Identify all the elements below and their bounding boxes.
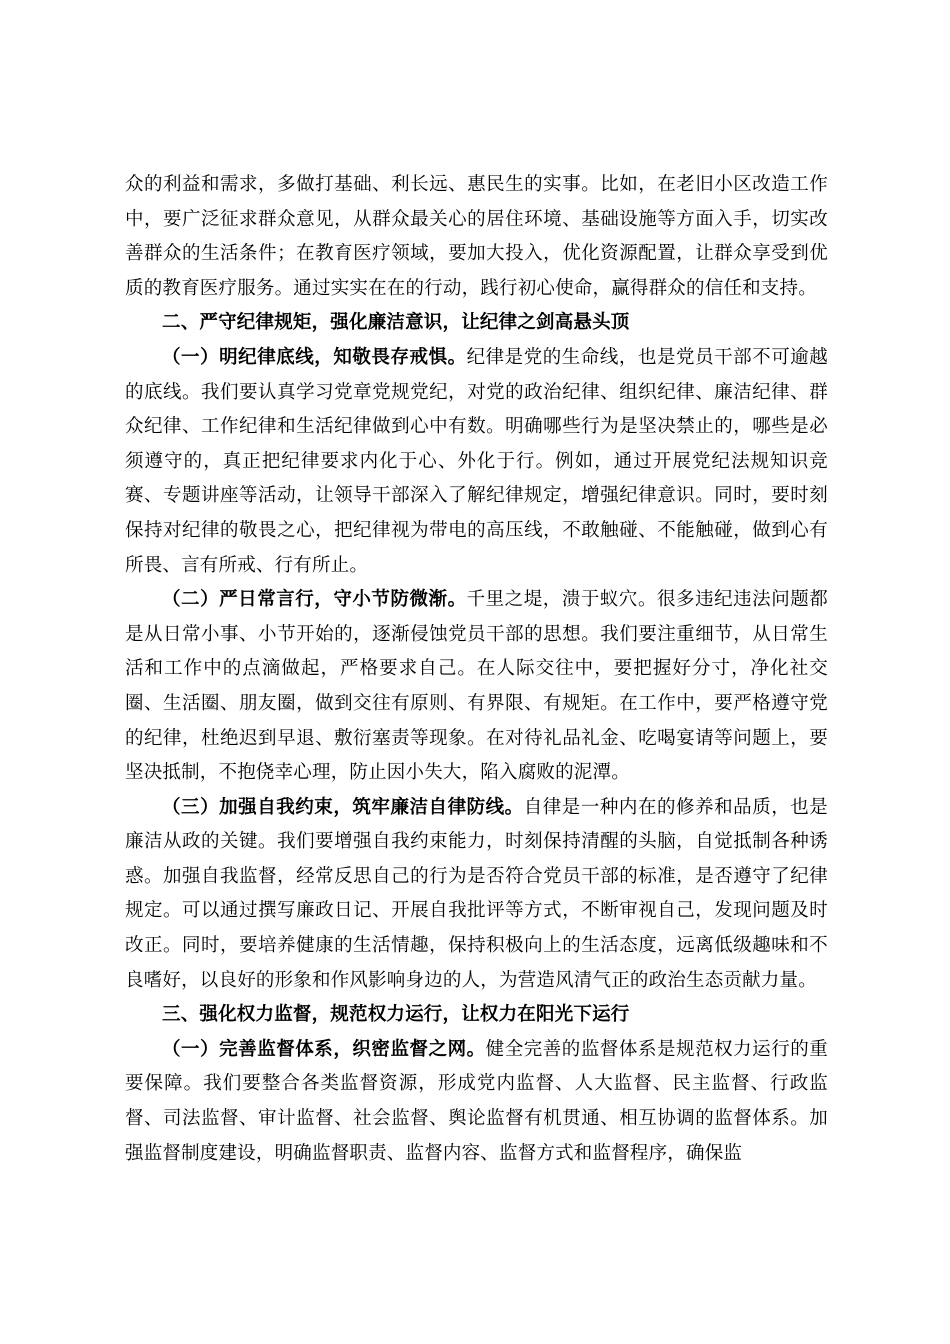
paragraph-2-2 bbox=[125, 583, 828, 791]
document-body bbox=[125, 168, 828, 1171]
paragraph-3-1 bbox=[125, 1033, 828, 1171]
paragraph-2-1 bbox=[125, 341, 828, 583]
paragraph-text: 自律是一种内在的修养和品质，也是廉洁从政的关键。我们要增强自我约束能力，时刻保持清醒的头脑，自觉抵制各种诱惑。加强自我监督，经常反思自己的行为是否符合党员干部的标准，是否遵守了纪律规定。可以通过撰写廉政日记、开展自我批评等方式，不断审视自己，发现问题及时改正。同时，要培养健康的生活情趣，保持积极向上的生活态度，远离低级趣味和不良嗜好，以良好的形象和作风影响身边的人，为营造风清气正的政治生态贡献力量。 bbox=[125, 796, 829, 991]
paragraph-text: 千里之堤，溃于蚁穴。很多违纪违法问题都是从日常小事、小节开始的，逐渐侵蚀党员干部的思想。我们要注重细节，从日常生活和工作中的点滴做起，严格要求自己。在人际交往中，要把握好分寸，净化社交圈、生活圈、朋友圈，做到交往有原则、有界限、有规矩。在工作中，要严格遵守党的纪律，杜绝迟到早退、敷衍塞责等现象。在对待礼品礼金、吃喝宴请等问题上，要坚决抵制，不抱侥幸心理，防止因小失大，陷入腐败的泥潭。 bbox=[125, 589, 828, 784]
paragraph-lead: （一）完善监督体系，织密监督之网。 bbox=[162, 1038, 486, 1060]
paragraph-text: 健全完善的监督体系是规范权力运行的重要保障。我们要整合各类监督资源，形成党内监督、人大监督、民主监督、行政监督、司法监督、审计监督、社会监督、舆论监督有机贯通、相互协调的监督体系。加强监督制度建设，明确监督职责、监督内容、监督方式和监督程序，确保监 bbox=[125, 1038, 829, 1164]
paragraph-lead: （三）加强自我约束，筑牢廉洁自律防线。 bbox=[162, 796, 524, 818]
paragraph-text: 纪律是党的生命线，也是党员干部不可逾越的底线。我们要认真学习党章党规党纪，对党的政治纪律、组织纪律、廉洁纪律、群众纪律、工作纪律和生活纪律做到心中有数。明确哪些行为是坚决禁止的，哪些是必须遵守的，真正把纪律要求内化于心、外化于行。例如，通过开展党纪法规知识竞赛、专题讲座等活动，让领导干部深入了解纪律规定，增强纪律意识。同时，要时刻保持对纪律的敬畏之心，把纪律视为带电的高压线，不敢触碰、不能触碰，做到心有所畏、言有所戒、行有所止。 bbox=[125, 346, 828, 576]
continuation-paragraph: 众的利益和需求，多做打基础、利长远、惠民生的实事。比如，在老旧小区改造工作中，要广泛征求群众意见，从群众最关心的居住环境、基础设施等方面入手，切实改善群众的生活条件；在教育医疗领域，要加大投入，优化资源配置，让群众享受到优质的教育医疗服务。通过实实在在的行动，践行初心使命，赢得群众的信任和支持。 bbox=[125, 174, 828, 299]
section-heading-3: 三、强化权力监督，规范权力运行，让权力在阳光下运行 bbox=[162, 1004, 630, 1026]
section-heading-2: 二、严守纪律规矩，强化廉洁意识，让纪律之剑高悬头顶 bbox=[162, 312, 630, 334]
paragraph-lead: （二）严日常言行，守小节防微渐。 bbox=[162, 589, 467, 611]
paragraph-lead: （一）明纪律底线，知敬畏存戒惧。 bbox=[162, 346, 467, 368]
paragraph-2-3 bbox=[125, 791, 828, 999]
